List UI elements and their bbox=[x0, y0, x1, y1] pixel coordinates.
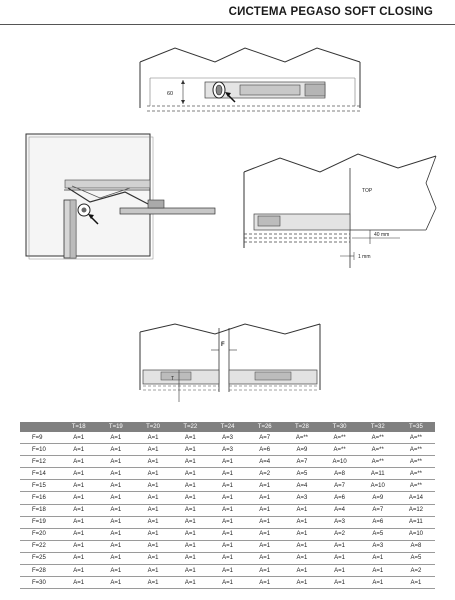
table-cell: A=1 bbox=[209, 565, 246, 577]
table-cell: A=3 bbox=[209, 432, 246, 444]
table-cell: A=1 bbox=[60, 552, 97, 564]
table-cell: A=12 bbox=[397, 504, 435, 516]
table-column-header: T=18 bbox=[60, 422, 97, 432]
table-cell: A=1 bbox=[172, 480, 209, 492]
table-row bbox=[20, 504, 435, 516]
table-cell: A=1 bbox=[134, 444, 171, 456]
table-cell: A=4 bbox=[283, 480, 320, 492]
table-cell: A=** bbox=[397, 444, 435, 456]
table-cell: A=1 bbox=[283, 577, 320, 589]
table-cell: A=1 bbox=[359, 565, 397, 577]
table-cell: A=1 bbox=[321, 540, 359, 552]
table-cell: A=2 bbox=[246, 468, 283, 480]
table-cell: A=3 bbox=[321, 516, 359, 528]
table-cell: A=1 bbox=[134, 540, 171, 552]
table-cell: A=1 bbox=[246, 540, 283, 552]
table-row-header: F=22 bbox=[20, 540, 60, 552]
dimension-1mm: 1 mm bbox=[358, 254, 371, 260]
table-row bbox=[20, 468, 435, 480]
table-cell: A=1 bbox=[209, 480, 246, 492]
table-row-header: F=19 bbox=[20, 516, 60, 528]
table-cell: A=1 bbox=[134, 468, 171, 480]
table-cell: A=6 bbox=[246, 444, 283, 456]
table-cell: A=2 bbox=[321, 528, 359, 540]
table-row bbox=[20, 492, 435, 504]
page-title: СИСТЕМА PEGASO SOFT CLOSING bbox=[228, 6, 433, 18]
table-cell: A=11 bbox=[359, 468, 397, 480]
table-cell: A=7 bbox=[321, 480, 359, 492]
diagram-closed-dimensions bbox=[240, 148, 440, 270]
table-cell: A=1 bbox=[321, 565, 359, 577]
table-cell: A=1 bbox=[283, 540, 320, 552]
table-cell: A=1 bbox=[60, 456, 97, 468]
dimension-40mm: 40 mm bbox=[374, 232, 390, 238]
table-column-header: T=24 bbox=[209, 422, 246, 432]
table-cell: A=1 bbox=[134, 432, 171, 444]
table-cell: A=1 bbox=[209, 552, 246, 564]
table-cell: A=1 bbox=[60, 540, 97, 552]
table-row-header: F=12 bbox=[20, 456, 60, 468]
table-cell: A=1 bbox=[172, 528, 209, 540]
table-cell: A=1 bbox=[60, 516, 97, 528]
table-cell: A=1 bbox=[97, 565, 134, 577]
gap-label-f: F bbox=[221, 342, 225, 348]
table-row bbox=[20, 444, 435, 456]
table-cell: A=1 bbox=[209, 456, 246, 468]
table-cell: A=** bbox=[359, 432, 397, 444]
table-cell: A=** bbox=[283, 432, 320, 444]
table-row-header: F=10 bbox=[20, 444, 60, 456]
table-cell: A=1 bbox=[359, 552, 397, 564]
table-cell: A=9 bbox=[283, 444, 320, 456]
table-cell: A=1 bbox=[60, 565, 97, 577]
table-cell: A=1 bbox=[172, 552, 209, 564]
table-cell: A=1 bbox=[172, 504, 209, 516]
table-column-header: T=30 bbox=[321, 422, 359, 432]
table-cell: A=1 bbox=[97, 504, 134, 516]
table-cell: A=1 bbox=[246, 492, 283, 504]
adjustment-table bbox=[20, 422, 435, 589]
table-row bbox=[20, 456, 435, 468]
table-cell: A=6 bbox=[359, 516, 397, 528]
table-cell: A=1 bbox=[97, 577, 134, 589]
table-cell: A=1 bbox=[172, 516, 209, 528]
diagram-top-installation bbox=[135, 40, 375, 120]
table-cell: A=1 bbox=[60, 504, 97, 516]
table-cell: A=1 bbox=[172, 565, 209, 577]
table-cell: A=1 bbox=[283, 504, 320, 516]
table-cell: A=1 bbox=[246, 480, 283, 492]
table-row bbox=[20, 540, 435, 552]
title-divider bbox=[0, 24, 455, 25]
table-cell: A=5 bbox=[397, 552, 435, 564]
table-cell: A=4 bbox=[246, 456, 283, 468]
table-cell: A=3 bbox=[283, 492, 320, 504]
table-row bbox=[20, 528, 435, 540]
table-column-header: T=35 bbox=[397, 422, 435, 432]
table-cell: A=1 bbox=[283, 516, 320, 528]
table-cell: A=1 bbox=[209, 504, 246, 516]
table-cell: A=1 bbox=[321, 552, 359, 564]
table-row-header: F=20 bbox=[20, 528, 60, 540]
table-column-header: T=28 bbox=[283, 422, 320, 432]
table-cell: A=1 bbox=[134, 565, 171, 577]
table-cell: A=1 bbox=[283, 528, 320, 540]
table-cell: A=1 bbox=[134, 456, 171, 468]
table-cell: A=1 bbox=[97, 444, 134, 456]
table-cell: A=1 bbox=[209, 540, 246, 552]
table-cell: A=1 bbox=[283, 565, 320, 577]
table-cell: A=1 bbox=[246, 565, 283, 577]
table-cell: A=1 bbox=[246, 577, 283, 589]
table-cell: A=1 bbox=[172, 577, 209, 589]
table-cell: A=** bbox=[397, 468, 435, 480]
table-row-header: F=18 bbox=[20, 504, 60, 516]
table-cell: A=6 bbox=[321, 492, 359, 504]
table-cell: A=9 bbox=[359, 492, 397, 504]
table-cell: A=1 bbox=[209, 516, 246, 528]
table-cell: A=1 bbox=[97, 540, 134, 552]
table-cell: A=2 bbox=[397, 565, 435, 577]
top-label: TOP bbox=[362, 188, 373, 194]
table-cell: A=1 bbox=[209, 577, 246, 589]
table-cell: A=1 bbox=[134, 480, 171, 492]
table-row-header: F=9 bbox=[20, 432, 60, 444]
diagram-side-open bbox=[20, 130, 220, 260]
table-column-header: T=26 bbox=[246, 422, 283, 432]
table-cell: A=4 bbox=[321, 504, 359, 516]
table-cell: A=1 bbox=[134, 528, 171, 540]
table-cell: A=7 bbox=[359, 504, 397, 516]
table-cell: A=** bbox=[359, 444, 397, 456]
thickness-label-t: T bbox=[171, 376, 175, 382]
table-cell: A=7 bbox=[246, 432, 283, 444]
table-cell: A=1 bbox=[359, 577, 397, 589]
table-cell: A=5 bbox=[359, 528, 397, 540]
table-cell: A=1 bbox=[172, 456, 209, 468]
table-row bbox=[20, 516, 435, 528]
table-cell: A=1 bbox=[97, 516, 134, 528]
table-cell: A=1 bbox=[97, 528, 134, 540]
table-cell: A=10 bbox=[321, 456, 359, 468]
table-cell: A=1 bbox=[97, 480, 134, 492]
table-cell: A=1 bbox=[172, 468, 209, 480]
table-cell: A=1 bbox=[209, 468, 246, 480]
table-cell: A=1 bbox=[97, 456, 134, 468]
table-column-header: T=20 bbox=[134, 422, 171, 432]
table-cell: A=3 bbox=[359, 540, 397, 552]
table-cell: A=8 bbox=[397, 540, 435, 552]
table-row bbox=[20, 552, 435, 564]
table-column-header: T=19 bbox=[97, 422, 134, 432]
table-row bbox=[20, 577, 435, 589]
table-cell: A=1 bbox=[283, 552, 320, 564]
table-row bbox=[20, 432, 435, 444]
table-cell: A=10 bbox=[397, 528, 435, 540]
table-row bbox=[20, 480, 435, 492]
table-row bbox=[20, 565, 435, 577]
diagram-front-gap bbox=[135, 320, 335, 410]
table-cell: A=8 bbox=[321, 468, 359, 480]
table-cell: A=** bbox=[359, 456, 397, 468]
table-row-header: F=15 bbox=[20, 480, 60, 492]
table-cell: A=** bbox=[397, 480, 435, 492]
table-cell: A=1 bbox=[172, 540, 209, 552]
table-cell: A=1 bbox=[134, 504, 171, 516]
table-cell: A=7 bbox=[283, 456, 320, 468]
table-cell: A=1 bbox=[246, 528, 283, 540]
table-cell: A=1 bbox=[134, 492, 171, 504]
table-cell: A=1 bbox=[97, 552, 134, 564]
table-row-header: F=30 bbox=[20, 577, 60, 589]
table-column-header: T=22 bbox=[172, 422, 209, 432]
table-body bbox=[20, 432, 435, 589]
table-cell: A=1 bbox=[97, 492, 134, 504]
table-cell: A=3 bbox=[209, 444, 246, 456]
table-cell: A=1 bbox=[321, 577, 359, 589]
table-cell: A=1 bbox=[134, 552, 171, 564]
table-row-header: F=28 bbox=[20, 565, 60, 577]
table-cell: A=** bbox=[397, 456, 435, 468]
table-cell: A=1 bbox=[172, 444, 209, 456]
table-cell: A=1 bbox=[97, 432, 134, 444]
table-header-row bbox=[20, 422, 435, 432]
table-cell: A=** bbox=[397, 432, 435, 444]
table-cell: A=1 bbox=[60, 468, 97, 480]
table-cell: A=10 bbox=[359, 480, 397, 492]
table-cell: A=1 bbox=[134, 516, 171, 528]
table-cell: A=1 bbox=[172, 432, 209, 444]
table-cell: A=1 bbox=[397, 577, 435, 589]
table-column-header: T=32 bbox=[359, 422, 397, 432]
table-cell: A=1 bbox=[246, 552, 283, 564]
table-cell: A=1 bbox=[60, 444, 97, 456]
table-cell: A=1 bbox=[60, 577, 97, 589]
table-corner-header bbox=[20, 422, 60, 432]
table-cell: A=1 bbox=[134, 577, 171, 589]
table-row-header: F=25 bbox=[20, 552, 60, 564]
height-dimension-label: 60 bbox=[167, 91, 174, 97]
table-cell: A=1 bbox=[60, 480, 97, 492]
table-cell: A=1 bbox=[246, 504, 283, 516]
table-cell: A=1 bbox=[60, 432, 97, 444]
table-cell: A=5 bbox=[283, 468, 320, 480]
table-cell: A=1 bbox=[60, 492, 97, 504]
table-cell: A=** bbox=[321, 432, 359, 444]
table-cell: A=1 bbox=[60, 528, 97, 540]
table-cell: A=1 bbox=[246, 516, 283, 528]
table-cell: A=1 bbox=[172, 492, 209, 504]
table-row-header: F=14 bbox=[20, 468, 60, 480]
table-cell: A=14 bbox=[397, 492, 435, 504]
table-cell: A=1 bbox=[209, 528, 246, 540]
table-cell: A=** bbox=[321, 444, 359, 456]
table-cell: A=1 bbox=[97, 468, 134, 480]
table-row-header: F=16 bbox=[20, 492, 60, 504]
table-cell: A=11 bbox=[397, 516, 435, 528]
table-cell: A=1 bbox=[209, 492, 246, 504]
